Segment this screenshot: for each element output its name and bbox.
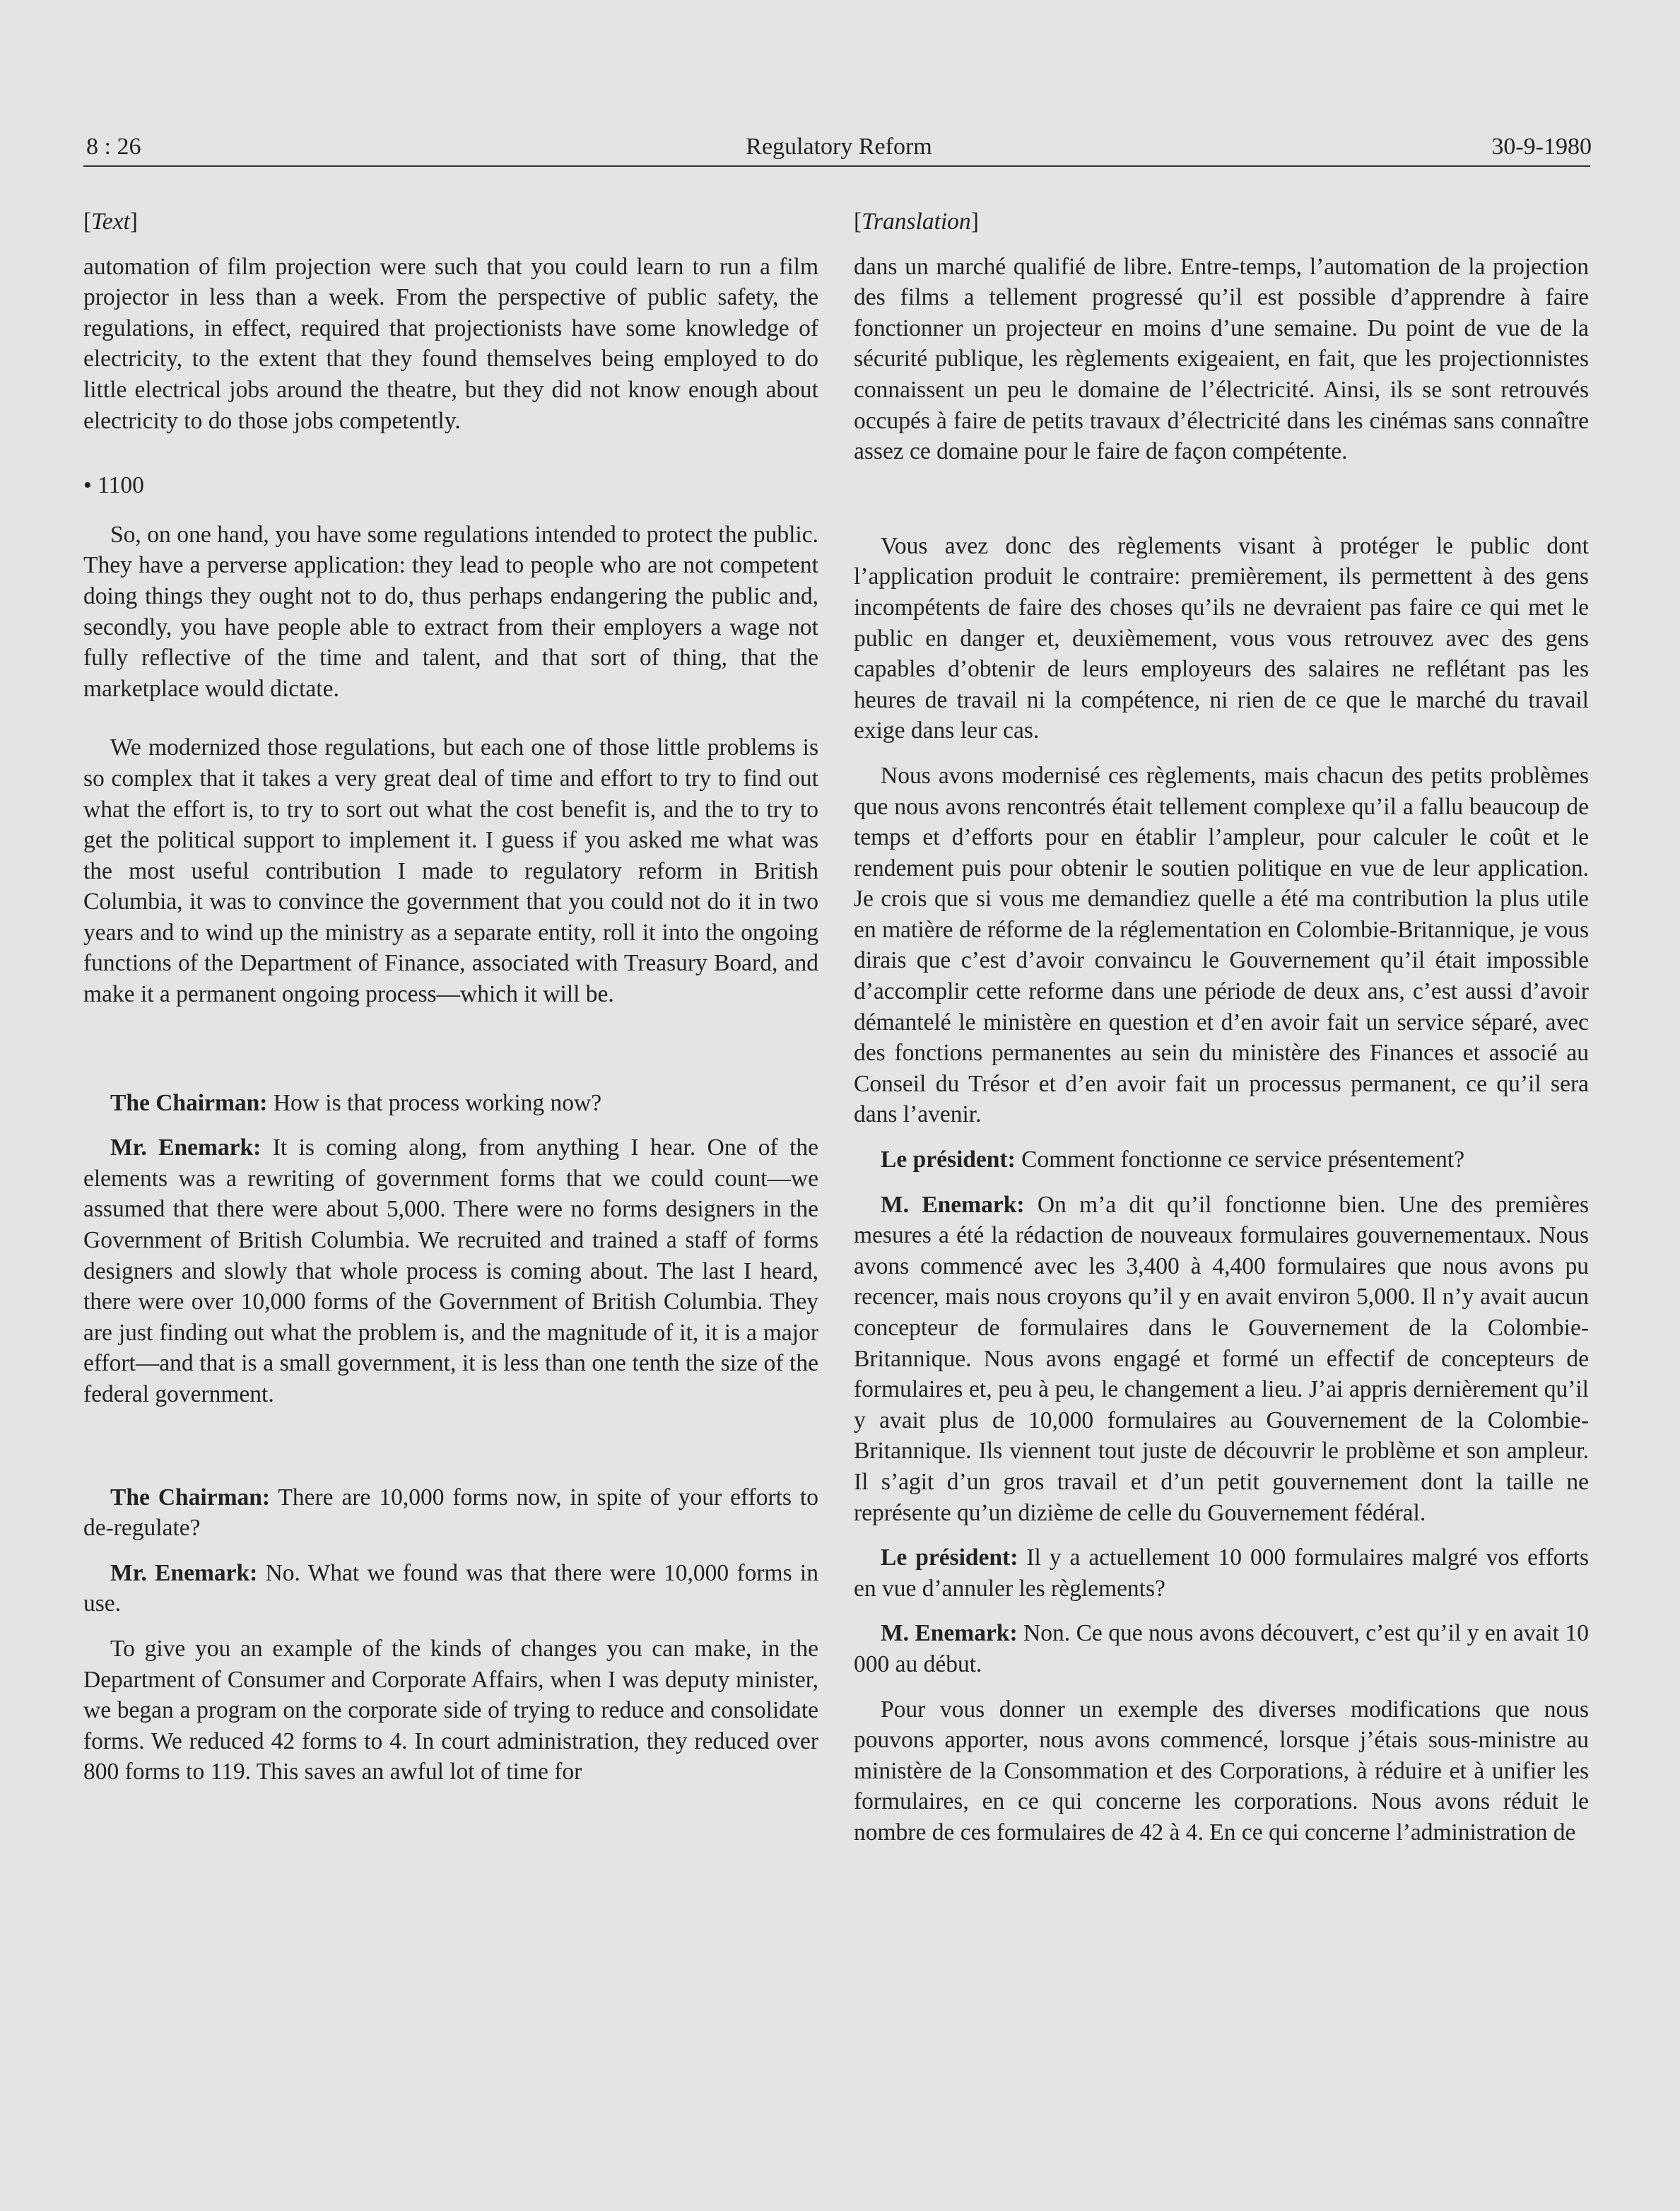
page-date: 30-9-1980 (1491, 134, 1592, 160)
speech-president: Le président: Il y a actuellement 10 000 formulaires malgré vos efforts en vue d’annuler les règlements? (854, 1544, 1589, 1602)
speech-chairman: The Chairman: How is that process working now? (110, 1089, 602, 1116)
speech-president: Le président: Comment fonctionne ce service présentement? (881, 1146, 1465, 1173)
speaker-name: Mr. Enemark: (110, 1559, 258, 1586)
french-column (854, 206, 1589, 1863)
paragraph: To give you an example of the kinds of changes you can make, in the Department of Consumer and Corporate Affairs, when I was deputy minister, we began a program on the corporate side of trying to reduce and consolidate forms. We reduced 42 forms to 4. In court administration, they reduced over 800 forms to 119. This saves an awful lot of time for (83, 1635, 818, 1785)
speech-enemark: M. Enemark: Non. Ce que nous avons découvert, c’est qu’il y en avait 10 000 au début. (854, 1620, 1589, 1677)
paragraph: Pour vous donner un exemple des diverses modifications que nous pouvons apporter, nous avons commencé, lorsque j’étais sous-ministre au ministère de la Consommation et des Corporations, à réduire et à unifier les formulaires, en ce qui concerne les corporations. Nous avons réduit le nombre de ces formulaires de 42 à 4. En ce qui concerne l’administration de (854, 1696, 1589, 1846)
paragraph: Vous avez donc des règlements visant à protéger le public dont l’application produit le contraire: premièrement, ils permettent à des gens incompétents de faire des choses qu’ils ne devraient pas faire ce qui met le public en danger et, deuxièmement, vous vous retrouvez avec des gens capables d’obtenir de leurs employeurs des salaires ne reflétant pas les heures de travail ni la compétence, ni rien de ce que le marché du travail exige dans leur cas. (854, 532, 1589, 744)
speaker-name: The Chairman: (110, 1484, 271, 1511)
page-number: 8 : 26 (86, 134, 141, 160)
section-label: [Translation] (854, 209, 979, 235)
speech-enemark: Mr. Enemark: No. What we found was that there were 10,000 forms in use. (83, 1559, 818, 1617)
paragraph: Nous avons modernisé ces règlements, mais chacun des petits problèmes que nous avons rencontrés était tellement complexe qu’il a fallu beaucoup de temps et d’efforts pour en établir l’ampleur, pour calculer le coût et le rendement puis pour obtenir le soutien politique en vue de leur application. Je crois que si vous me demandiez quelle a été ma contribution la plus utile en matière de réforme de la réglementation en Colombie-Britannique, je vous dirais que c’est d’avoir convaincu le Gouvernement qu’il était impossible d’accomplir cette reforme dans une période de deux ans, c’est aussi d’avoir démantelé le ministère en question et d’en avoir fait un service séparé, avec des fonctions permanentes au sein du ministère des Finances et associé au Conseil du Trésor et d’en avoir fait un processus permanent, ce qu’il sera dans l’avenir. (854, 762, 1589, 1128)
speaker-name: The Chairman: (110, 1089, 268, 1116)
section-label: [Text] (83, 209, 138, 235)
paragraph: We modernized those regulations, but each one of those little problems is so complex that it takes a very great deal of time and effort to try to find out what the effort is, to try to sort out what the cost benefit is, and the to try to get the political support to implement it. I guess if you asked me what was the most useful contribution I made to regulatory reform in British Columbia, it was to convince the government that you could not do it in two years and to wind up the ministry as a separate entity, roll it into the ongoing functions of the Department of Finance, associated with Treasury Board, and make it a permanent ongoing process—which it will be. (83, 734, 818, 1008)
speaker-name: M. Enemark: (881, 1191, 1025, 1218)
speaker-name: Le président: (881, 1544, 1018, 1571)
time-marker: • 1100 (83, 472, 144, 499)
speech-enemark: M. Enemark: On m’a dit qu’il fonctionne bien. Une des premières mesures a été la rédaction de nouveaux formulaires gouvernementaux. Nous avons commencé avec les 3,400 à 4,400 formulaires que nous avons pu recencer, mais nous croyons qu’il y en avait environ 5,000. Il n’y avait aucun concepteur de formulaires dans le Gouvernement de la Colombie-Britannique. Nous avons engagé et formé un effectif de concepteurs de formulaires et, peu à peu, le changement a lieu. J’ai appris dernièrement qu’il y avait plus de 10,000 formulaires au Gouvernement de la Colombie-Britannique. Ils viennent tout juste de découvrir le problème et son ampleur. Il s’agit d’un gros travail et d’un petit gouvernement dont la taille ne représente qu’un dizième de celle du Gouvernement fédéral. (854, 1191, 1589, 1526)
speaker-name: M. Enemark: (881, 1620, 1018, 1647)
speaker-name: Le président: (881, 1146, 1016, 1173)
paragraph: dans un marché qualifié de libre. Entre-temps, l’automation de la projection des films a tellement progressé qu’il est possible d’apprendre à faire fonctionner un projecteur en moins d’une semaine. Du point de vue de la sécurité publique, les règlements exigeaient, en fait, que les projectionnistes connaissent un peu le domaine de l’électricité. Ainsi, ils se sont retrouvés occupés à faire de petits travaux d’électricité dans les cinémas sans connaître assez ce domaine pour le faire de façon compétente. (854, 253, 1589, 465)
section-label-text: Text (91, 209, 130, 235)
page-header (86, 131, 1592, 163)
header-rule (83, 165, 1590, 167)
paragraph: automation of film projection were such that you could learn to run a film projector in less than a week. From the perspective of public safety, the regulations, in effect, required that projectionists have some knowledge of electricity, to the extent that they found themselves being employed to do little electrical jobs around the theatre, but they did not know enough about electricity to do those jobs competently. (83, 253, 818, 434)
english-column (83, 206, 818, 1802)
speaker-name: Mr. Enemark: (110, 1134, 262, 1161)
running-title: Regulatory Reform (746, 134, 932, 160)
section-label-text: Translation (862, 209, 971, 235)
speech-chairman: The Chairman: There are 10,000 forms now, in spite of your efforts to de-regulate? (83, 1484, 818, 1542)
paragraph: So, on one hand, you have some regulations intended to protect the public. They have a perverse application: they lead to people who are not competent doing things they ought not to do, thus perhaps endangering the public and, secondly, you have people able to extract from their employers a wage not fully reflective of the time and talent, and that sort of thing, that the marketplace would dictate. (83, 521, 818, 702)
speech-enemark: Mr. Enemark: It is coming along, from anything I hear. One of the elements was a rewriting of government forms that we could count—we assumed that there were about 5,000. There were no forms designers in the Government of British Columbia. We recruited and trained a staff of forms designers and slowly that whole process is coming about. The last I heard, there were over 10,000 forms of the Government of British Columbia. They are just finding out what the problem is, and the magnitude of it, it is a major effort—and that is a small government, it is less than one tenth the size of the federal government. (83, 1134, 818, 1407)
